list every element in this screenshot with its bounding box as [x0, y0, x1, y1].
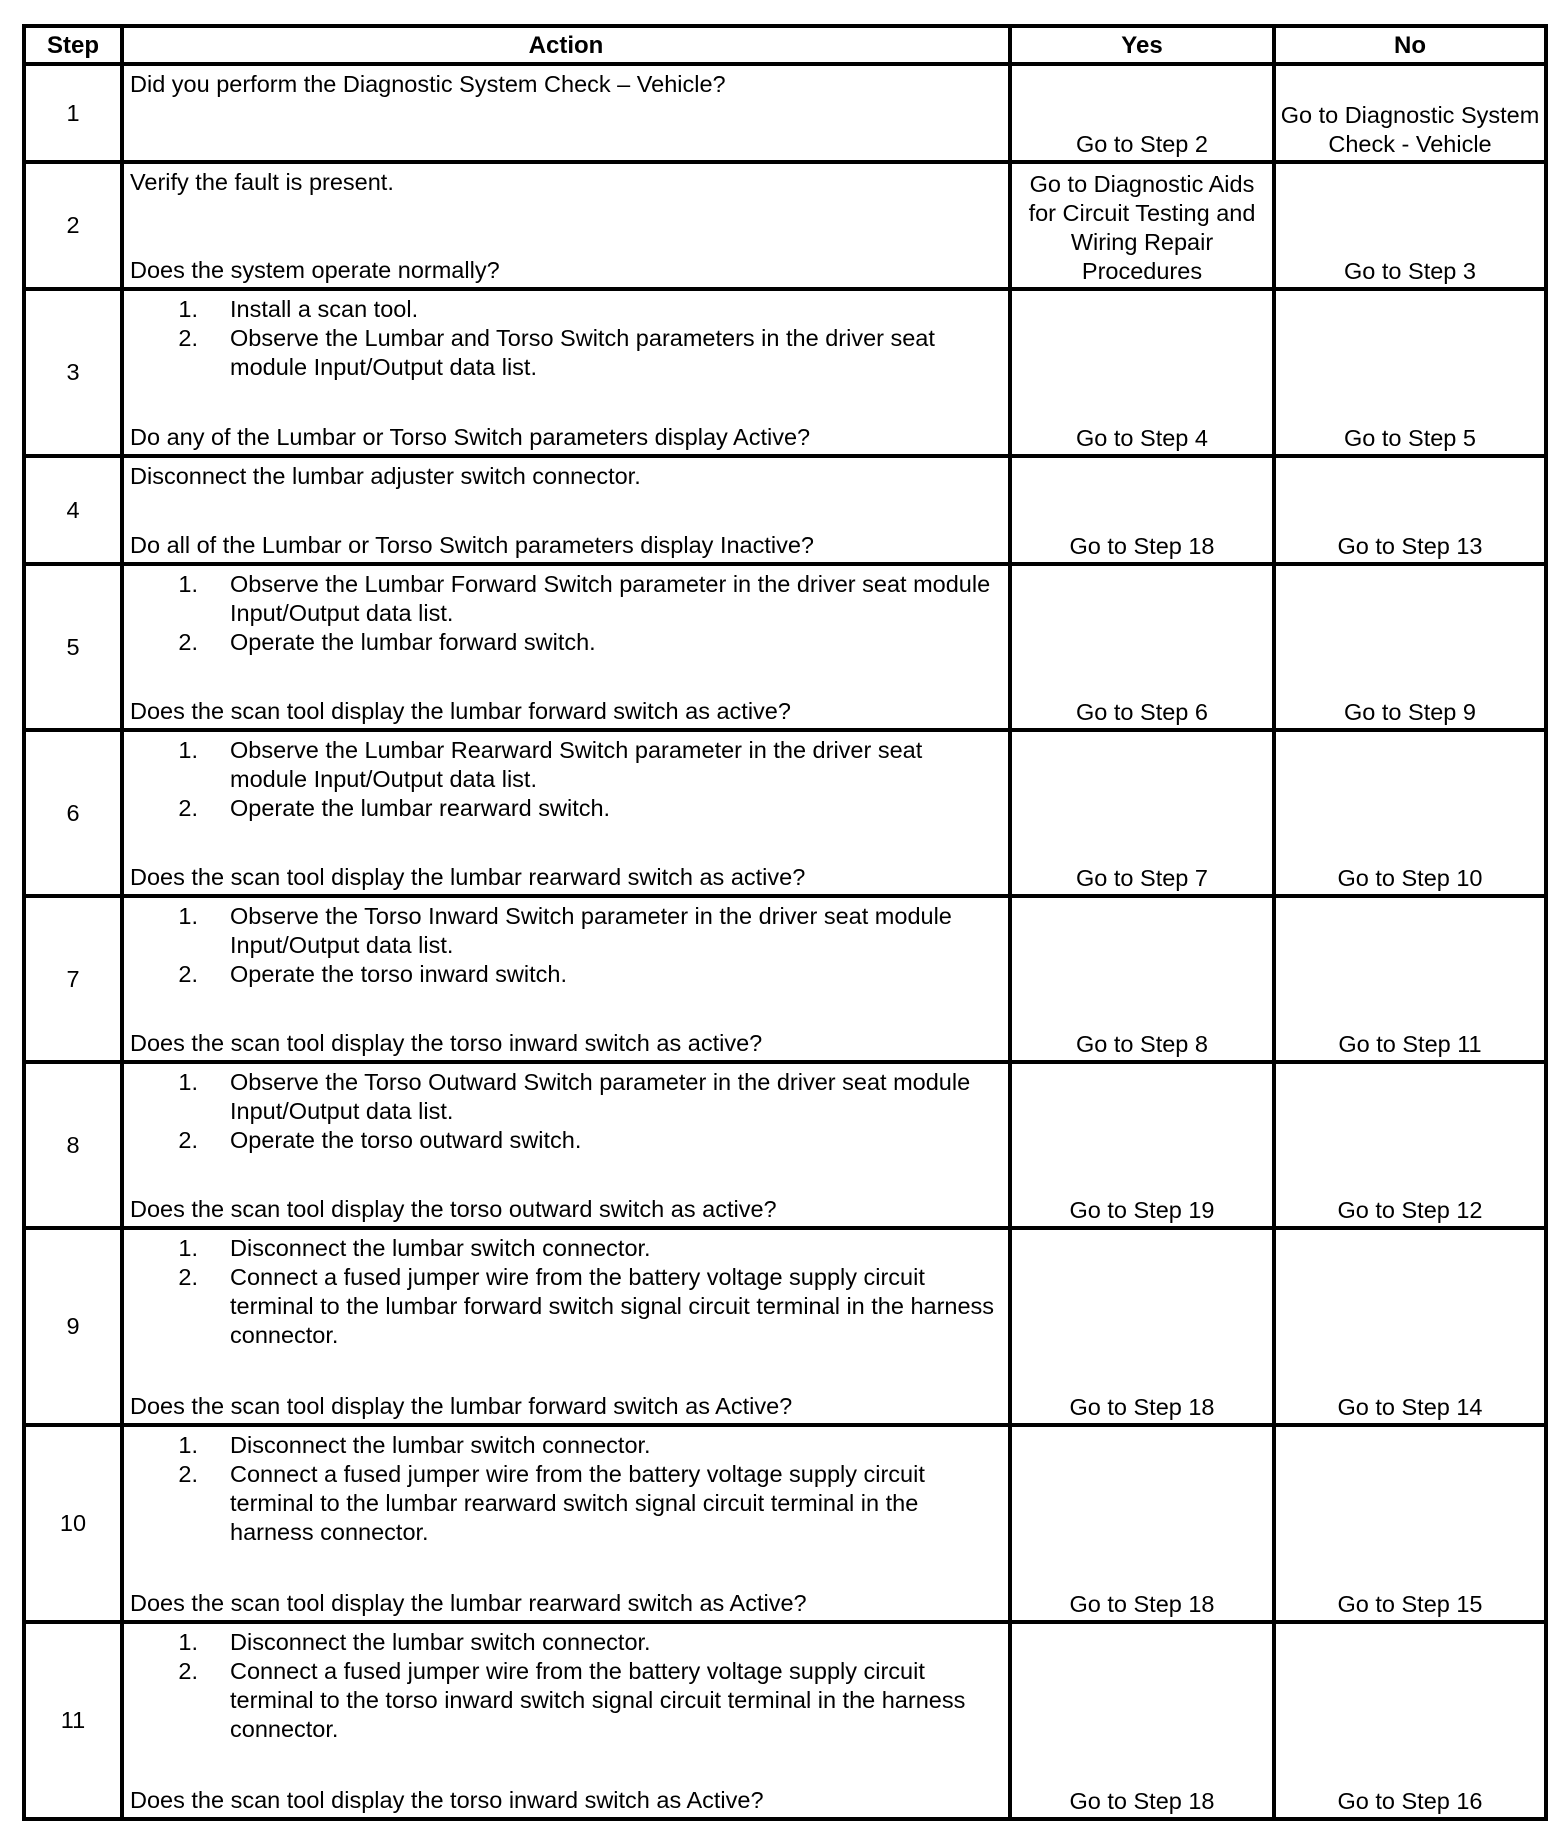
table-row [24, 1062, 1546, 1228]
yes-result: Go to Diagnostic Aids for Circuit Testing and Wiring Repair Procedures [1010, 162, 1274, 289]
no-result: Go to Step 12 [1274, 1062, 1546, 1228]
list-item-text: Operate the torso inward switch. [230, 961, 567, 987]
yes-result: Go to Step 2 [1010, 64, 1274, 162]
list-item-number: 2. [178, 795, 198, 821]
list-item [130, 1126, 1002, 1155]
list-item [130, 570, 1002, 628]
step-number: 3 [24, 289, 122, 456]
list-item-number: 2. [178, 629, 198, 655]
list-item-number: 1. [178, 737, 198, 763]
action-cell [122, 456, 1010, 564]
action-question: Does the scan tool display the torso inward switch as Active? [130, 1787, 764, 1813]
header-step: Step [24, 26, 122, 64]
action-cell [122, 289, 1010, 456]
action-cell [122, 896, 1010, 1062]
list-item [130, 1628, 1002, 1657]
no-result: Go to Step 13 [1274, 456, 1546, 564]
action-statement: Verify the fault is present. [130, 169, 394, 195]
step-number: 10 [24, 1425, 122, 1622]
list-item-number: 1. [178, 296, 198, 322]
list-item-text: Disconnect the lumbar switch connector. [230, 1629, 651, 1655]
action-cell [122, 1622, 1010, 1819]
action-question: Does the scan tool display the lumbar forward switch as active? [130, 698, 791, 724]
list-item-text: Install a scan tool. [230, 296, 419, 322]
yes-result: Go to Step 4 [1010, 289, 1274, 456]
action-cell [122, 1228, 1010, 1425]
action-steps-list [130, 1068, 1002, 1155]
action-cell [122, 162, 1010, 289]
action-steps-list [130, 295, 1002, 382]
action-question: Does the scan tool display the lumbar forward switch as Active? [130, 1393, 793, 1419]
table-row [24, 1425, 1546, 1622]
list-item-text: Operate the lumbar forward switch. [230, 629, 596, 655]
action-cell [122, 564, 1010, 730]
action-question: Does the scan tool display the torso inward switch as active? [130, 1030, 763, 1056]
list-item-number: 2. [178, 1461, 198, 1487]
yes-result: Go to Step 19 [1010, 1062, 1274, 1228]
list-item-text: Observe the Lumbar Rearward Switch parameter in the driver seat module Input/Output data list. [230, 737, 923, 792]
action-steps-list [130, 736, 1002, 823]
list-item-number: 1. [178, 1629, 198, 1655]
list-item-text: Observe the Lumbar Forward Switch parameter in the driver seat module Input/Output data list. [230, 571, 991, 626]
list-item-number: 2. [178, 1658, 198, 1684]
action-steps-list [130, 1628, 1002, 1744]
no-result: Go to Step 10 [1274, 730, 1546, 896]
yes-result: Go to Step 18 [1010, 456, 1274, 564]
list-item [130, 1431, 1002, 1460]
list-item-number: 2. [178, 1127, 198, 1153]
action-statement: Did you perform the Diagnostic System Check – Vehicle? [130, 71, 726, 97]
table-row [24, 162, 1546, 289]
header-yes: Yes [1010, 26, 1274, 64]
list-item-text: Operate the torso outward switch. [230, 1127, 582, 1153]
no-result: Go to Step 3 [1274, 162, 1546, 289]
no-result: Go to Step 5 [1274, 289, 1546, 456]
step-number: 2 [24, 162, 122, 289]
action-statement: Disconnect the lumbar adjuster switch connector. [130, 463, 641, 489]
diagnostic-table [22, 24, 1548, 1821]
table-row [24, 1622, 1546, 1819]
list-item-text: Disconnect the lumbar switch connector. [230, 1235, 651, 1261]
step-number: 1 [24, 64, 122, 162]
action-question: Do any of the Lumbar or Torso Switch parameters display Active? [130, 424, 811, 450]
list-item-text: Observe the Torso Inward Switch parameter in the driver seat module Input/Output data list. [230, 903, 952, 958]
yes-result: Go to Step 18 [1010, 1228, 1274, 1425]
table-row [24, 564, 1546, 730]
table-row [24, 896, 1546, 1062]
list-item-text: Operate the lumbar rearward switch. [230, 795, 611, 821]
step-number: 11 [24, 1622, 122, 1819]
table-row [24, 730, 1546, 896]
no-result: Go to Step 14 [1274, 1228, 1546, 1425]
header-row [24, 26, 1546, 64]
list-item-number: 1. [178, 903, 198, 929]
list-item-text: Connect a fused jumper wire from the battery voltage supply circuit terminal to the lumbar rearward switch signal circuit terminal in the harness connector. [230, 1461, 925, 1545]
list-item [130, 295, 1002, 324]
list-item-number: 2. [178, 961, 198, 987]
step-number: 7 [24, 896, 122, 1062]
table-row [24, 289, 1546, 456]
table-row [24, 64, 1546, 162]
yes-result: Go to Step 8 [1010, 896, 1274, 1062]
step-number: 5 [24, 564, 122, 730]
header-no: No [1274, 26, 1546, 64]
action-question: Does the scan tool display the lumbar rearward switch as active? [130, 864, 806, 890]
action-question: Do all of the Lumbar or Torso Switch parameters display Inactive? [130, 532, 815, 558]
list-item-text: Observe the Lumbar and Torso Switch parameters in the driver seat module Input/Output data list. [230, 325, 935, 380]
step-number: 6 [24, 730, 122, 896]
step-number: 4 [24, 456, 122, 564]
list-item-number: 2. [178, 1264, 198, 1290]
no-result: Go to Step 16 [1274, 1622, 1546, 1819]
action-cell [122, 1062, 1010, 1228]
action-steps-list [130, 1431, 1002, 1547]
action-question: Does the scan tool display the lumbar rearward switch as Active? [130, 1590, 807, 1616]
header-action: Action [122, 26, 1010, 64]
list-item [130, 324, 1002, 382]
list-item [130, 1234, 1002, 1263]
list-item-number: 1. [178, 1069, 198, 1095]
no-result: Go to Step 15 [1274, 1425, 1546, 1622]
list-item-text: Disconnect the lumbar switch connector. [230, 1432, 651, 1458]
action-steps-list [130, 570, 1002, 657]
list-item [130, 1068, 1002, 1126]
list-item [130, 1460, 1002, 1547]
list-item-text: Observe the Torso Outward Switch parameter in the driver seat module Input/Output data list. [230, 1069, 971, 1124]
list-item-number: 1. [178, 1432, 198, 1458]
action-steps-list [130, 1234, 1002, 1350]
action-cell [122, 1425, 1010, 1622]
action-cell [122, 730, 1010, 896]
list-item [130, 902, 1002, 960]
no-result: Go to Step 9 [1274, 564, 1546, 730]
table-body [24, 64, 1546, 1819]
yes-result: Go to Step 18 [1010, 1622, 1274, 1819]
action-question: Does the system operate normally? [130, 257, 500, 283]
no-result: Go to Step 11 [1274, 896, 1546, 1062]
action-question: Does the scan tool display the torso outward switch as active? [130, 1196, 777, 1222]
list-item-text: Connect a fused jumper wire from the battery voltage supply circuit terminal to the lumbar forward switch signal circuit terminal in the harness connector. [230, 1264, 995, 1348]
step-number: 9 [24, 1228, 122, 1425]
yes-result: Go to Step 18 [1010, 1425, 1274, 1622]
list-item [130, 960, 1002, 989]
action-steps-list [130, 902, 1002, 989]
no-result: Go to Diagnostic System Check - Vehicle [1274, 64, 1546, 162]
list-item [130, 1657, 1002, 1744]
table-row [24, 456, 1546, 564]
action-cell [122, 64, 1010, 162]
table-row [24, 1228, 1546, 1425]
yes-result: Go to Step 7 [1010, 730, 1274, 896]
list-item [130, 794, 1002, 823]
step-number: 8 [24, 1062, 122, 1228]
list-item [130, 736, 1002, 794]
list-item-number: 1. [178, 571, 198, 597]
list-item-number: 1. [178, 1235, 198, 1261]
list-item [130, 1263, 1002, 1350]
yes-result: Go to Step 6 [1010, 564, 1274, 730]
list-item [130, 628, 1002, 657]
list-item-text: Connect a fused jumper wire from the battery voltage supply circuit terminal to the torso inward switch signal circuit terminal in the harness connector. [230, 1658, 966, 1742]
list-item-number: 2. [178, 325, 198, 351]
